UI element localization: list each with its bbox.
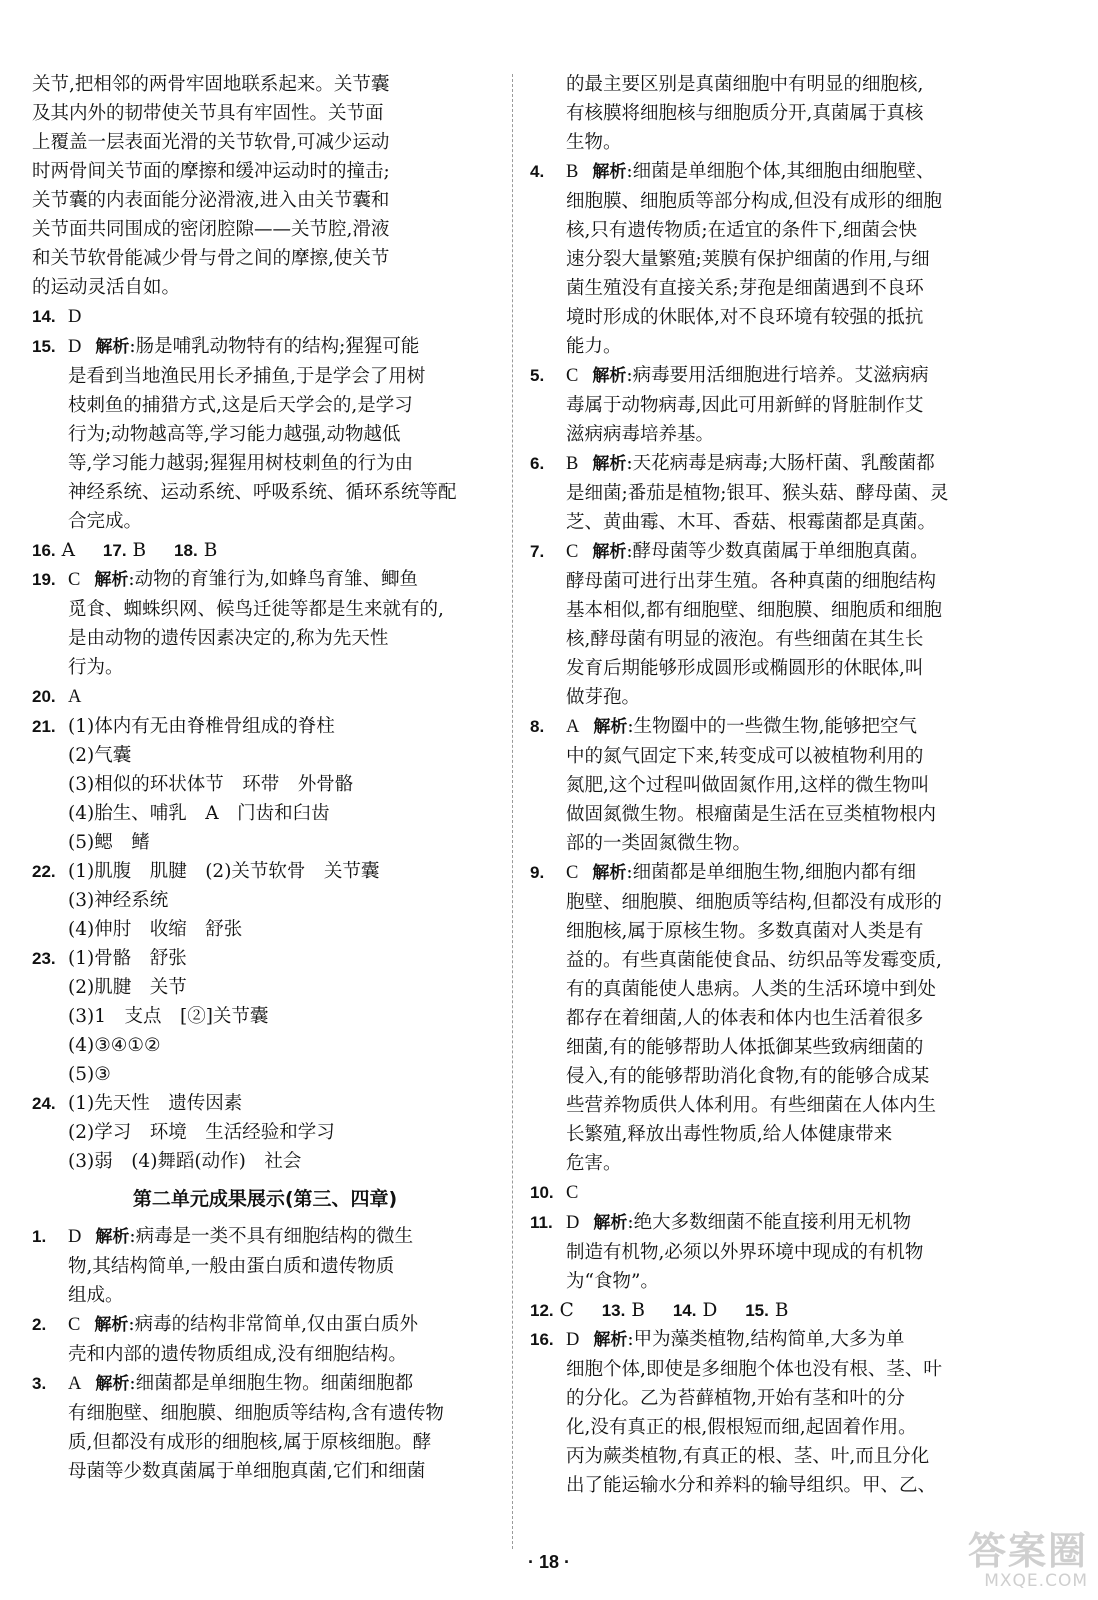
answer-letter: D bbox=[566, 1213, 580, 1233]
text-line: 关节,把相邻的两骨牢固地联系起来。关节囊 bbox=[32, 74, 390, 95]
text-line: 氮肥,这个过程叫做固氮作用,这样的微生物叫 bbox=[566, 775, 930, 796]
analysis-label: 解析 bbox=[592, 863, 627, 883]
text-line: :酵母菌等少数真菌属于单细胞真菌。 bbox=[626, 541, 929, 562]
answer-s11 bbox=[530, 1208, 1008, 1296]
text-line: 的最主要区别是真菌细胞中有明显的细胞核, bbox=[566, 74, 924, 95]
answer-letter: D bbox=[566, 1330, 580, 1350]
text-line: 神经系统、运动系统、呼吸系统、循环系统等配 bbox=[68, 482, 457, 503]
analysis-label: 解析 bbox=[94, 1315, 129, 1335]
answer-s1 bbox=[32, 1222, 498, 1310]
text-line: 部的一类固氮微生物。 bbox=[566, 833, 752, 854]
text-line: 核,酵母菌有明显的液泡。有些细菌在其生长 bbox=[566, 629, 924, 650]
analysis-label: 解析 bbox=[94, 570, 129, 590]
text-line: 些营养物质供人体利用。有些细菌在人体内生 bbox=[566, 1095, 937, 1116]
text-line: 基本相似,都有细胞壁、细胞膜、细胞质和细胞 bbox=[566, 600, 942, 621]
analysis-label: 解析 bbox=[95, 1374, 130, 1394]
question-number: 6. bbox=[530, 454, 545, 473]
question-number: 19. bbox=[32, 570, 56, 589]
analysis-label: 解析 bbox=[593, 1213, 628, 1233]
answer-letter: B bbox=[774, 1300, 789, 1321]
text-line: (3)1 支点 [②]关节囊 bbox=[68, 1006, 269, 1027]
question-number: 22. bbox=[32, 862, 56, 881]
answer-letter: C bbox=[68, 570, 81, 590]
question-number: 21. bbox=[32, 717, 56, 736]
text-line: 做芽孢。 bbox=[566, 687, 641, 708]
question-number: 3. bbox=[32, 1374, 47, 1393]
question-number: 8. bbox=[530, 717, 545, 736]
text-line: 是由动物的遗传因素决定的,称为先天性 bbox=[68, 628, 389, 649]
text-line: 胞壁、细胞膜、细胞质等结构,但都没有成形的 bbox=[566, 892, 942, 913]
text-line: 枝刺鱼的捕猎方式,这是后天学会的,是学习 bbox=[68, 395, 413, 416]
answer-24 bbox=[32, 1089, 498, 1176]
answer-15 bbox=[32, 332, 498, 536]
question-number: 9. bbox=[530, 863, 545, 882]
section-title: 第二单元成果展示(第三、四章) bbox=[132, 1188, 398, 1210]
answer-s6 bbox=[530, 449, 1008, 537]
answer-letter: B bbox=[132, 540, 147, 561]
question-number: 12. bbox=[530, 1301, 554, 1320]
text-line: :绝大多数细菌不能直接利用无机物 bbox=[627, 1212, 912, 1233]
text-line: 芝、黄曲霉、木耳、香菇、根霉菌都是真菌。 bbox=[566, 512, 937, 533]
analysis-label: 解析 bbox=[592, 366, 627, 386]
text-line: 关节囊的内表面能分泌滑液,进入由关节囊和 bbox=[32, 190, 390, 211]
text-line: :肠是哺乳动物特有的结构;猩猩可能 bbox=[129, 336, 420, 357]
answer-14 bbox=[32, 302, 498, 332]
text-line: 菌生殖没有直接关系;芽孢是细菌遇到不良环 bbox=[566, 278, 924, 299]
watermark-text: 答案圈 bbox=[967, 1529, 1088, 1573]
text-line: :甲为藻类植物,结构简单,大多为单 bbox=[627, 1329, 905, 1350]
question-number: 10. bbox=[530, 1183, 554, 1202]
answer-letter: B bbox=[631, 1300, 645, 1321]
analysis-label: 解析 bbox=[592, 162, 627, 182]
answer-letter: B bbox=[566, 454, 579, 474]
answer-letter: B bbox=[566, 162, 579, 182]
analysis-label: 解析 bbox=[592, 454, 627, 474]
text-line: 丙为蕨类植物,有真正的根、茎、叶,而且分化 bbox=[566, 1446, 930, 1467]
text-line: 母菌等少数真菌属于单细胞真菌,它们和细菌 bbox=[68, 1461, 426, 1482]
text-line: 益的。有些真菌能使食品、纺织品等发霉变质, bbox=[566, 950, 942, 971]
question-number: 24. bbox=[32, 1094, 56, 1113]
text-line: :天花病毒是病毒;大肠杆菌、乳酸菌都 bbox=[626, 453, 935, 474]
analysis-label: 解析 bbox=[593, 717, 628, 737]
text-line: :病毒是一类不具有细胞结构的微生 bbox=[129, 1226, 414, 1247]
text-line: :病毒要用活细胞进行培养。艾滋病病 bbox=[626, 365, 929, 386]
text-line: 为“食物”。 bbox=[566, 1271, 659, 1292]
analysis-label: 解析 bbox=[593, 1330, 628, 1350]
text-line: (2)气囊 bbox=[68, 745, 132, 766]
text-line: 的分化。乙为苔藓植物,开始有茎和叶的分 bbox=[566, 1388, 905, 1409]
question-number: 4. bbox=[530, 162, 545, 181]
question-number: 15. bbox=[745, 1301, 769, 1320]
text-line: 侵入,有的能够帮助消化食物,有的能够合成某 bbox=[566, 1066, 930, 1087]
text-line: 有核膜将细胞核与细胞质分开,真菌属于真核 bbox=[566, 103, 924, 124]
text-line: (4)胎生、哺乳 A 门齿和臼齿 bbox=[68, 803, 330, 824]
question-number: 11. bbox=[530, 1213, 553, 1232]
question-number: 16. bbox=[530, 1330, 554, 1349]
text-line: 酵母菌可进行出芽生殖。各种真菌的细胞结构 bbox=[566, 571, 937, 592]
continuation-text bbox=[530, 70, 1008, 157]
answer-21 bbox=[32, 712, 498, 857]
text-line: 合完成。 bbox=[68, 511, 143, 532]
question-number: 13. bbox=[601, 1301, 626, 1320]
text-line: (1)先天性 遗传因素 bbox=[68, 1093, 243, 1114]
answer-letter: A bbox=[566, 717, 580, 737]
answer-letter: D bbox=[702, 1300, 718, 1321]
text-line: (3)神经系统 bbox=[68, 890, 169, 911]
answer-letter: D bbox=[68, 307, 82, 327]
text-line: (2)肌腱 关节 bbox=[68, 977, 187, 998]
answer-s16 bbox=[530, 1325, 1008, 1500]
answer-20 bbox=[32, 682, 498, 712]
column-divider bbox=[512, 74, 513, 1549]
text-line: (1)体内有无由脊椎骨组成的脊柱 bbox=[68, 716, 335, 737]
text-line: 细胞核,属于原核生物。多数真菌对人类是有 bbox=[566, 921, 924, 942]
text-line: 长繁殖,释放出毒性物质,给人体健康带来 bbox=[566, 1124, 893, 1145]
continuation-text bbox=[32, 70, 498, 302]
answer-letter: A bbox=[68, 687, 82, 707]
text-line: (4)③④①② bbox=[68, 1035, 161, 1056]
text-line: 危害。 bbox=[566, 1153, 622, 1174]
answer-23 bbox=[32, 944, 498, 1089]
answer-19 bbox=[32, 565, 498, 682]
text-line: 组成。 bbox=[68, 1285, 124, 1306]
question-number: 15. bbox=[32, 337, 56, 356]
answer-22 bbox=[32, 857, 498, 944]
analysis-label: 解析 bbox=[592, 542, 627, 562]
text-line: 行为;动物越高等,学习能力越强,动物越低 bbox=[68, 424, 401, 445]
text-line: 能力。 bbox=[566, 336, 622, 357]
question-number: 23. bbox=[32, 949, 56, 968]
text-line: 做固氮微生物。根瘤菌是生活在豆类植物根内 bbox=[566, 804, 937, 825]
text-line: 上覆盖一层表面光滑的关节软骨,可减少运动 bbox=[32, 132, 390, 153]
text-line: 等,学习能力越弱;猩猩用树枝刺鱼的行为由 bbox=[68, 453, 414, 474]
text-line: 及其内外的韧带使关节具有牢固性。关节面 bbox=[32, 103, 384, 124]
answer-s4 bbox=[530, 157, 1008, 361]
watermark-logo bbox=[908, 1530, 1088, 1592]
question-number: 17. bbox=[102, 541, 127, 560]
text-line: 滋病病毒培养基。 bbox=[566, 424, 715, 445]
answer-letter: C bbox=[566, 863, 579, 883]
question-number: 2. bbox=[32, 1315, 47, 1334]
text-line: 制造有机物,必须以外界环境中现成的有机物 bbox=[566, 1242, 924, 1263]
answer-s5 bbox=[530, 361, 1008, 449]
text-line: 核,只有遗传物质;在适宜的条件下,细菌会快 bbox=[566, 220, 917, 241]
answer-s2 bbox=[32, 1310, 498, 1369]
answer-letter: A bbox=[61, 540, 76, 561]
answer-letter: C bbox=[68, 1315, 81, 1335]
text-line: 中的氮气固定下来,转变成可以被植物利用的 bbox=[566, 746, 924, 767]
text-line: 物,其结构简单,一般由蛋白质和遗传物质 bbox=[68, 1256, 395, 1277]
answer-letter: B bbox=[203, 540, 218, 561]
answer-letter: C bbox=[566, 366, 579, 386]
text-line: 的运动灵活自如。 bbox=[32, 277, 181, 298]
answer-letter: D bbox=[68, 337, 82, 357]
answer-letter: C bbox=[566, 1183, 579, 1203]
text-line: 是看到当地渔民用长矛捕鱼,于是学会了用树 bbox=[68, 366, 426, 387]
text-line: (3)弱 (4)舞蹈(动作) 社会 bbox=[68, 1151, 302, 1172]
text-line: 生物。 bbox=[566, 132, 622, 153]
text-line: 细菌,有的能够帮助人体抵御某些致病细菌的 bbox=[566, 1037, 924, 1058]
answers-s12-15 bbox=[530, 1296, 1008, 1325]
watermark-url: MXQE.COM bbox=[984, 1571, 1088, 1591]
question-number: 1. bbox=[32, 1227, 47, 1246]
text-line: 细胞个体,即使是多细胞个体也没有根、茎、叶 bbox=[566, 1359, 942, 1380]
text-line: 时两骨间关节面的摩擦和缓冲运动时的撞击; bbox=[32, 161, 390, 182]
question-number: 5. bbox=[530, 366, 545, 385]
text-line: 有细胞壁、细胞膜、细胞质等结构,含有遗传物 bbox=[68, 1403, 444, 1424]
answer-s8 bbox=[530, 712, 1008, 858]
question-number: 14. bbox=[672, 1301, 697, 1320]
answers-16-18 bbox=[32, 536, 498, 565]
text-line: 质,但都没有成形的细胞核,属于原核细胞。酵 bbox=[68, 1432, 432, 1453]
text-line: (4)伸肘 收缩 舒张 bbox=[68, 919, 243, 940]
text-line: 有的真菌能使人患病。人类的生活环境中到处 bbox=[566, 979, 937, 1000]
analysis-label: 解析 bbox=[95, 1227, 130, 1247]
text-line: 毒属于动物病毒,因此可用新鲜的肾脏制作艾 bbox=[566, 395, 924, 416]
question-number: 16. bbox=[32, 541, 56, 560]
page-number: · 18 · bbox=[527, 1552, 570, 1572]
text-line: 境时形成的休眠体,对不良环境有较强的抵抗 bbox=[566, 307, 924, 328]
analysis-label: 解析 bbox=[95, 337, 130, 357]
text-line: :动物的育雏行为,如蜂鸟育雏、鲫鱼 bbox=[128, 569, 418, 590]
answer-s7 bbox=[530, 537, 1008, 712]
text-line: (5)③ bbox=[68, 1064, 111, 1085]
text-line: (1)肌腹 肌腱 (2)关节软骨 关节囊 bbox=[68, 861, 380, 882]
text-line: 是细菌;番茄是植物;银耳、猴头菇、酵母菌、灵 bbox=[566, 483, 949, 504]
answer-s9 bbox=[530, 858, 1008, 1178]
text-line: 和关节软骨能减少骨与骨之间的摩擦,使关节 bbox=[32, 248, 390, 269]
text-line: :细菌都是单细胞生物,细胞内都有细 bbox=[626, 862, 916, 883]
text-line: (2)学习 环境 生活经验和学习 bbox=[68, 1122, 335, 1143]
left-column bbox=[32, 70, 498, 1486]
answer-letter: D bbox=[68, 1227, 82, 1247]
right-column bbox=[530, 70, 1008, 1500]
answer-s10 bbox=[530, 1178, 1008, 1208]
text-line: (1)骨骼 舒张 bbox=[68, 948, 187, 969]
text-line: 细胞膜、细胞质等部分构成,但没有成形的细胞 bbox=[566, 191, 942, 212]
text-line: 化,没有真正的根,假根短而细,起固着作用。 bbox=[566, 1417, 917, 1438]
text-line: 出了能运输水分和养料的输导组织。甲、乙、 bbox=[566, 1475, 937, 1496]
question-number: 20. bbox=[32, 687, 56, 706]
text-line: 壳和内部的遗传物质组成,没有细胞结构。 bbox=[68, 1344, 407, 1365]
text-line: (3)相似的环状体节 环带 外骨骼 bbox=[68, 774, 354, 795]
answer-letter: C bbox=[559, 1300, 574, 1321]
text-line: 都存在着细菌,人的体表和体内也生活着很多 bbox=[566, 1008, 924, 1029]
question-number: 14. bbox=[32, 307, 56, 326]
text-line: 发育后期能够形成圆形或椭圆形的休眠体,叫 bbox=[566, 658, 924, 679]
text-line: (5)鳃 鳍 bbox=[68, 832, 150, 853]
text-line: 速分裂大量繁殖;荚膜有保护细菌的作用,与细 bbox=[566, 249, 930, 270]
answer-s3 bbox=[32, 1369, 498, 1486]
question-number: 7. bbox=[530, 542, 545, 561]
answer-letter: C bbox=[566, 542, 579, 562]
text-line: :细菌是单细胞个体,其细胞由细胞壁、 bbox=[626, 161, 935, 182]
text-line: 行为。 bbox=[68, 657, 124, 678]
answer-letter: A bbox=[68, 1374, 82, 1394]
text-line: :细菌都是单细胞生物。细菌细胞都 bbox=[129, 1373, 414, 1394]
text-line: 关节面共同围成的密闭腔隙——关节腔,滑液 bbox=[32, 219, 390, 240]
text-line: :生物圈中的一些微生物,能够把空气 bbox=[627, 716, 917, 737]
question-number: 18. bbox=[174, 541, 198, 560]
text-line: 觅食、蜘蛛织网、候鸟迁徙等都是生来就有的, bbox=[68, 599, 444, 620]
text-line: :病毒的结构非常简单,仅由蛋白质外 bbox=[128, 1314, 418, 1335]
